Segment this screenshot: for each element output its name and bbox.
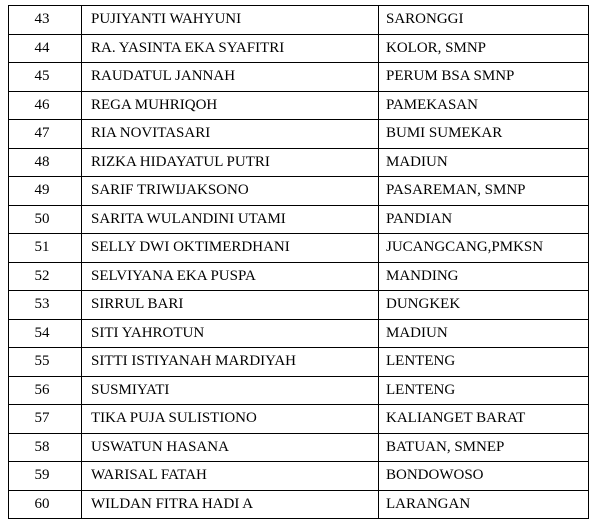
student-name: SITI YAHROTUN <box>82 319 379 348</box>
student-address: PAMEKASAN <box>379 91 589 120</box>
table-row <box>9 177 589 206</box>
student-address: MADIUN <box>379 148 589 177</box>
student-name: RA. YASINTA EKA SYAFITRI <box>82 34 379 63</box>
student-address: KALIANGET BARAT <box>379 405 589 434</box>
student-name: WARISAL FATAH <box>82 462 379 491</box>
table-row <box>9 34 589 63</box>
student-name: TIKA PUJA SULISTIONO <box>82 405 379 434</box>
row-number: 47 <box>9 120 82 149</box>
table-row <box>9 148 589 177</box>
student-address: PASAREMAN, SMNP <box>379 177 589 206</box>
row-number: 54 <box>9 319 82 348</box>
table-row <box>9 205 589 234</box>
row-number: 53 <box>9 291 82 320</box>
table-row <box>9 405 589 434</box>
student-name: RAUDATUL JANNAH <box>82 63 379 92</box>
row-number: 55 <box>9 348 82 377</box>
table-row <box>9 234 589 263</box>
student-name: PUJIYANTI WAHYUNI <box>82 6 379 35</box>
student-address: LARANGAN <box>379 490 589 519</box>
student-name: SITTI ISTIYANAH MARDIYAH <box>82 348 379 377</box>
student-address: PANDIAN <box>379 205 589 234</box>
student-address: JUCANGCANG,PMKSN <box>379 234 589 263</box>
row-number: 44 <box>9 34 82 63</box>
student-name: RIA NOVITASARI <box>82 120 379 149</box>
table-row <box>9 6 589 35</box>
row-number: 51 <box>9 234 82 263</box>
row-number: 50 <box>9 205 82 234</box>
student-address: KOLOR, SMNP <box>379 34 589 63</box>
row-number: 59 <box>9 462 82 491</box>
table-row <box>9 490 589 519</box>
table-row <box>9 348 589 377</box>
student-name: SARITA WULANDINI UTAMI <box>82 205 379 234</box>
table-row <box>9 63 589 92</box>
row-number: 49 <box>9 177 82 206</box>
student-name: REGA MUHRIQOH <box>82 91 379 120</box>
student-address: BUMI SUMEKAR <box>379 120 589 149</box>
student-name: USWATUN HASANA <box>82 433 379 462</box>
row-number: 56 <box>9 376 82 405</box>
student-name: WILDAN FITRA HADI A <box>82 490 379 519</box>
student-address: BATUAN, SMNEP <box>379 433 589 462</box>
table-row <box>9 433 589 462</box>
student-address: MADIUN <box>379 319 589 348</box>
row-number: 60 <box>9 490 82 519</box>
table-row <box>9 120 589 149</box>
student-table <box>8 5 589 519</box>
row-number: 46 <box>9 91 82 120</box>
row-number: 43 <box>9 6 82 35</box>
student-name: SUSMIYATI <box>82 376 379 405</box>
student-address: LENTENG <box>379 348 589 377</box>
student-address: BONDOWOSO <box>379 462 589 491</box>
row-number: 45 <box>9 63 82 92</box>
table-row <box>9 291 589 320</box>
student-name: SELVIYANA EKA PUSPA <box>82 262 379 291</box>
table-row <box>9 376 589 405</box>
row-number: 57 <box>9 405 82 434</box>
student-name: SARIF TRIWIJAKSONO <box>82 177 379 206</box>
student-address: LENTENG <box>379 376 589 405</box>
table-row <box>9 319 589 348</box>
student-name: RIZKA HIDAYATUL PUTRI <box>82 148 379 177</box>
row-number: 52 <box>9 262 82 291</box>
student-address: DUNGKEK <box>379 291 589 320</box>
table-row <box>9 91 589 120</box>
row-number: 58 <box>9 433 82 462</box>
table-row <box>9 462 589 491</box>
student-table-container <box>8 5 588 519</box>
student-address: MANDING <box>379 262 589 291</box>
student-address: PERUM BSA SMNP <box>379 63 589 92</box>
table-row <box>9 262 589 291</box>
student-address: SARONGGI <box>379 6 589 35</box>
row-number: 48 <box>9 148 82 177</box>
student-name: SIRRUL BARI <box>82 291 379 320</box>
student-name: SELLY DWI OKTIMERDHANI <box>82 234 379 263</box>
